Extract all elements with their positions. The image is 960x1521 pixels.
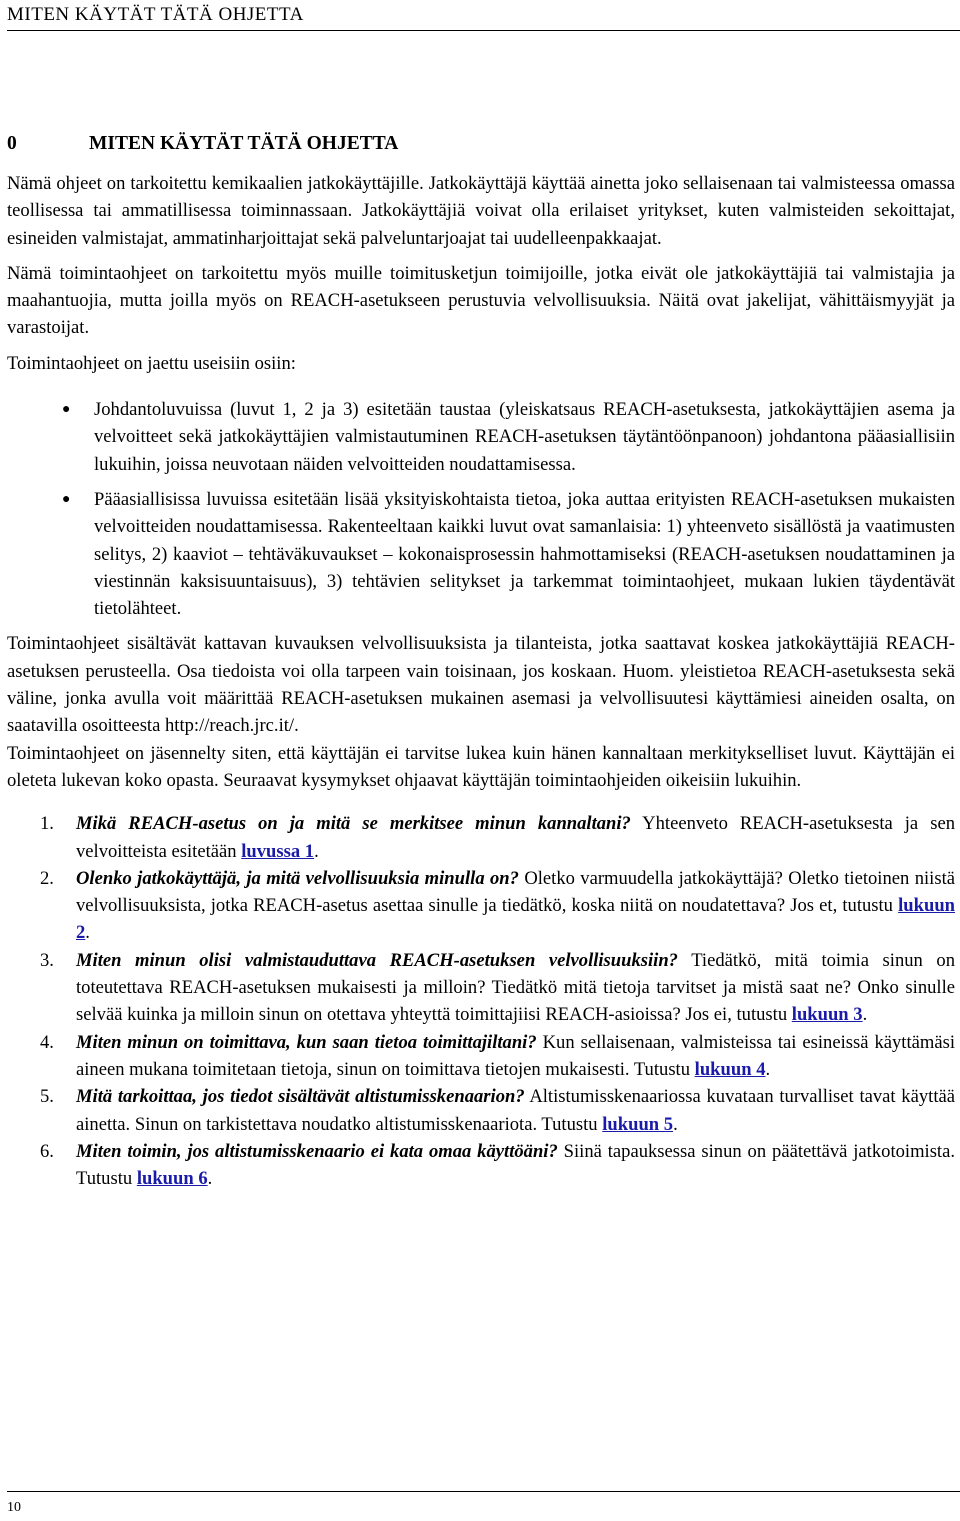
question-text: Oletko varmuudella jatkokäyttäjä? Oletko tietoinen niistä velvollisuuksista, jotka REACH-asetus asettaa sinulle ja tiedätkö, koska niitä on noudatettava? Jos et, tutustu	[76, 867, 955, 917]
section-title: MITEN KÄYTÄT TÄTÄ OHJETTA	[89, 133, 399, 154]
question-title: Mikä REACH-asetus on ja mitä se merkitsee minun kannaltani?	[76, 813, 631, 835]
question-text: Altistumisskenaariossa kuvataan turvalliset tavat käyttää ainetta. Sinun on tarkistettava noudatko altistumisskenaariota. Tutustu	[76, 1086, 955, 1135]
question-number: 1.	[40, 813, 54, 835]
question-title: Miten toimin, jos altistumisskenaario ei kata omaa käyttöäni?	[76, 1140, 558, 1162]
question-item	[7, 1083, 955, 1138]
question-end: .	[862, 1004, 868, 1026]
question-end: .	[314, 840, 319, 862]
question-number: 2.	[40, 867, 54, 889]
document-body	[7, 132, 955, 1192]
section-heading	[7, 132, 955, 156]
questions-list	[7, 810, 955, 1192]
chapter-5-link[interactable]: lukuun 5	[602, 1113, 674, 1135]
parts-list	[7, 396, 955, 622]
chapter-4-link[interactable]: lukuun 4	[694, 1058, 766, 1080]
footer-divider	[7, 1491, 960, 1492]
bullet-icon: ●	[62, 491, 71, 507]
question-number: 6.	[40, 1140, 54, 1162]
question-title: Miten minun olisi valmistauduttava REACH-asetuksen velvollisuuksiin?	[76, 949, 678, 971]
list-item	[7, 486, 955, 622]
bullet-icon: ●	[62, 402, 71, 418]
question-title: Miten minun on toimittava, kun saan tietoa toimittajiltani?	[76, 1031, 537, 1053]
question-text: Yhteenveto REACH-asetuksesta ja sen velvoitteista esitetään	[76, 813, 955, 862]
page-number: 10	[7, 1500, 21, 1515]
question-number: 5.	[40, 1086, 54, 1108]
question-number: 4.	[40, 1031, 54, 1053]
parts-intro-paragraph: Toimintaohjeet on jaettu useisiin osiin:	[7, 352, 296, 374]
running-header: MITEN KÄYTÄT TÄTÄ OHJETTA	[7, 4, 960, 31]
question-item	[7, 947, 955, 1029]
structure-paragraph: Toimintaohjeet on jäsennelty siten, että käyttäjän ei tarvitse lukea kuin hänen kannaltaan merkitykselliset luvut. Käyttäjän ei oleteta lukevan koko opasta. Seuraavat kysymykset ohjaavat käyttäjän toimintaohjeiden oikeisiin lukuihin.	[7, 742, 955, 791]
question-text: Siinä tapauksessa sinun on päätettävä jatkotoimista. Tutustu	[76, 1140, 955, 1190]
scope-paragraph: Nämä toimintaohjeet on tarkoitettu myös muille toimitusketjun toimijoille, jotka eivät ole jatkokäyttäjiä tai valmistajia ja maahantuojia, mutta joilla myös on REACH-asetukseen perustuvia velvollisuuksia. Näitä ovat jakelijat, vähittäismyyjät ja varastoijat.	[7, 262, 955, 339]
question-number: 3.	[40, 949, 54, 971]
question-item	[7, 1029, 955, 1084]
question-end: .	[765, 1058, 771, 1080]
list-item	[7, 396, 955, 478]
question-text: Tiedätkö, mitä toimia sinun on toteutettava REACH-asetuksen mukaisesti ja milloin? Tiedätkö mitä tietoja tarvitset ja mistä saat ne? Onko sinulle selvää kuinka ja milloin sinun on otettava yhteyttä toimittajiisi REACH-asioissa? Jos ei, tutustu	[76, 949, 955, 1026]
chapter-3-link[interactable]: lukuun 3	[791, 1004, 863, 1026]
question-title: Olenko jatkokäyttäjä, ja mitä velvollisuuksia minulla on?	[76, 867, 519, 889]
chapter-6-link[interactable]: lukuun 6	[136, 1168, 208, 1190]
chapter-2-link[interactable]: lukuun 2	[76, 895, 955, 944]
list-item-text: Johdantoluvuissa (luvut 1, 2 ja 3) esitetään taustaa (yleiskatsaus REACH-asetuksesta, jatkokäyttäjien asema ja velvoitteet sekä jatkokäyttäjien valmistautuminen REACH-asetuksen täytäntöönpanoon) johdantona pääasiallisiin lukuihin, joissa neuvotaan näiden velvoitteiden noudattamisessa.	[94, 399, 955, 475]
list-item-text: Pääasiallisissa luvuissa esitetään lisää yksityiskohtaista tietoa, joka auttaa erityisten REACH-asetuksen mukaisten velvoitteiden noudattamisessa. Rakenteeltaan kaikki luvut ovat samanlaisia: 1) yhteenveto sisällöstä ja vaatimusten selitys, 2) kaaviot – tehtäväkuvaukset – kokonaisprosessin hahmottamiseksi (REACH-asetuksen noudattaminen ja viestinnän kaksisuuntaisuus), 3) tehtävien selitykset ja tarkemmat toimintaohjeet, mukaan lukien täydentävät tietolähteet.	[94, 488, 955, 620]
question-item	[7, 1138, 955, 1193]
section-number: 0	[7, 133, 17, 154]
question-item	[7, 810, 955, 865]
question-end: .	[673, 1113, 678, 1135]
question-title: Mitä tarkoittaa, jos tiedot sisältävät altistumisskenaarion?	[76, 1086, 525, 1108]
question-end: .	[85, 922, 90, 944]
question-text: Kun sellaisenaan, valmisteissa tai esineissä käyttämäsi aineen mukana toimitetaan tietoja, sinun on toimittava tietojen mukaisesti. Tutustu	[76, 1031, 955, 1080]
chapter-1-link[interactable]: luvussa 1	[241, 840, 315, 862]
coverage-paragraph: Toimintaohjeet sisältävät kattavan kuvauksen velvollisuuksista ja tilanteista, jotka saattavat koskea jatkokäyttäjiä REACH-asetuksen perusteella. Osa tiedoista voi olla tarpeen vain toisinaan, jos koskaan. Huom. yleistietoa REACH-asetuksesta sekä väline, jonka avulla voit määrittää REACH-asetuksen mukainen asemasi ja velvollisuutesi käyttämiesi aineiden osalta, on saatavilla osoitteesta http://reach.jrc.it/.	[7, 633, 955, 737]
question-end: .	[207, 1168, 213, 1190]
intro-paragraph: Nämä ohjeet on tarkoitettu kemikaalien jatkokäyttäjille. Jatkokäyttäjä käyttää ainetta joko sellaisenaan tai valmisteessa omassa teollisessa tai ammatillisessa toiminnassaan. Jatkokäyttäjiä voivat olla erilaiset yritykset, kuten valmisteiden sekoittajat, esineiden valmistajat, ammatinharjoittajat sekä palveluntarjoajat tai uudelleenpakkaajat.	[7, 173, 955, 249]
question-item	[7, 865, 955, 947]
